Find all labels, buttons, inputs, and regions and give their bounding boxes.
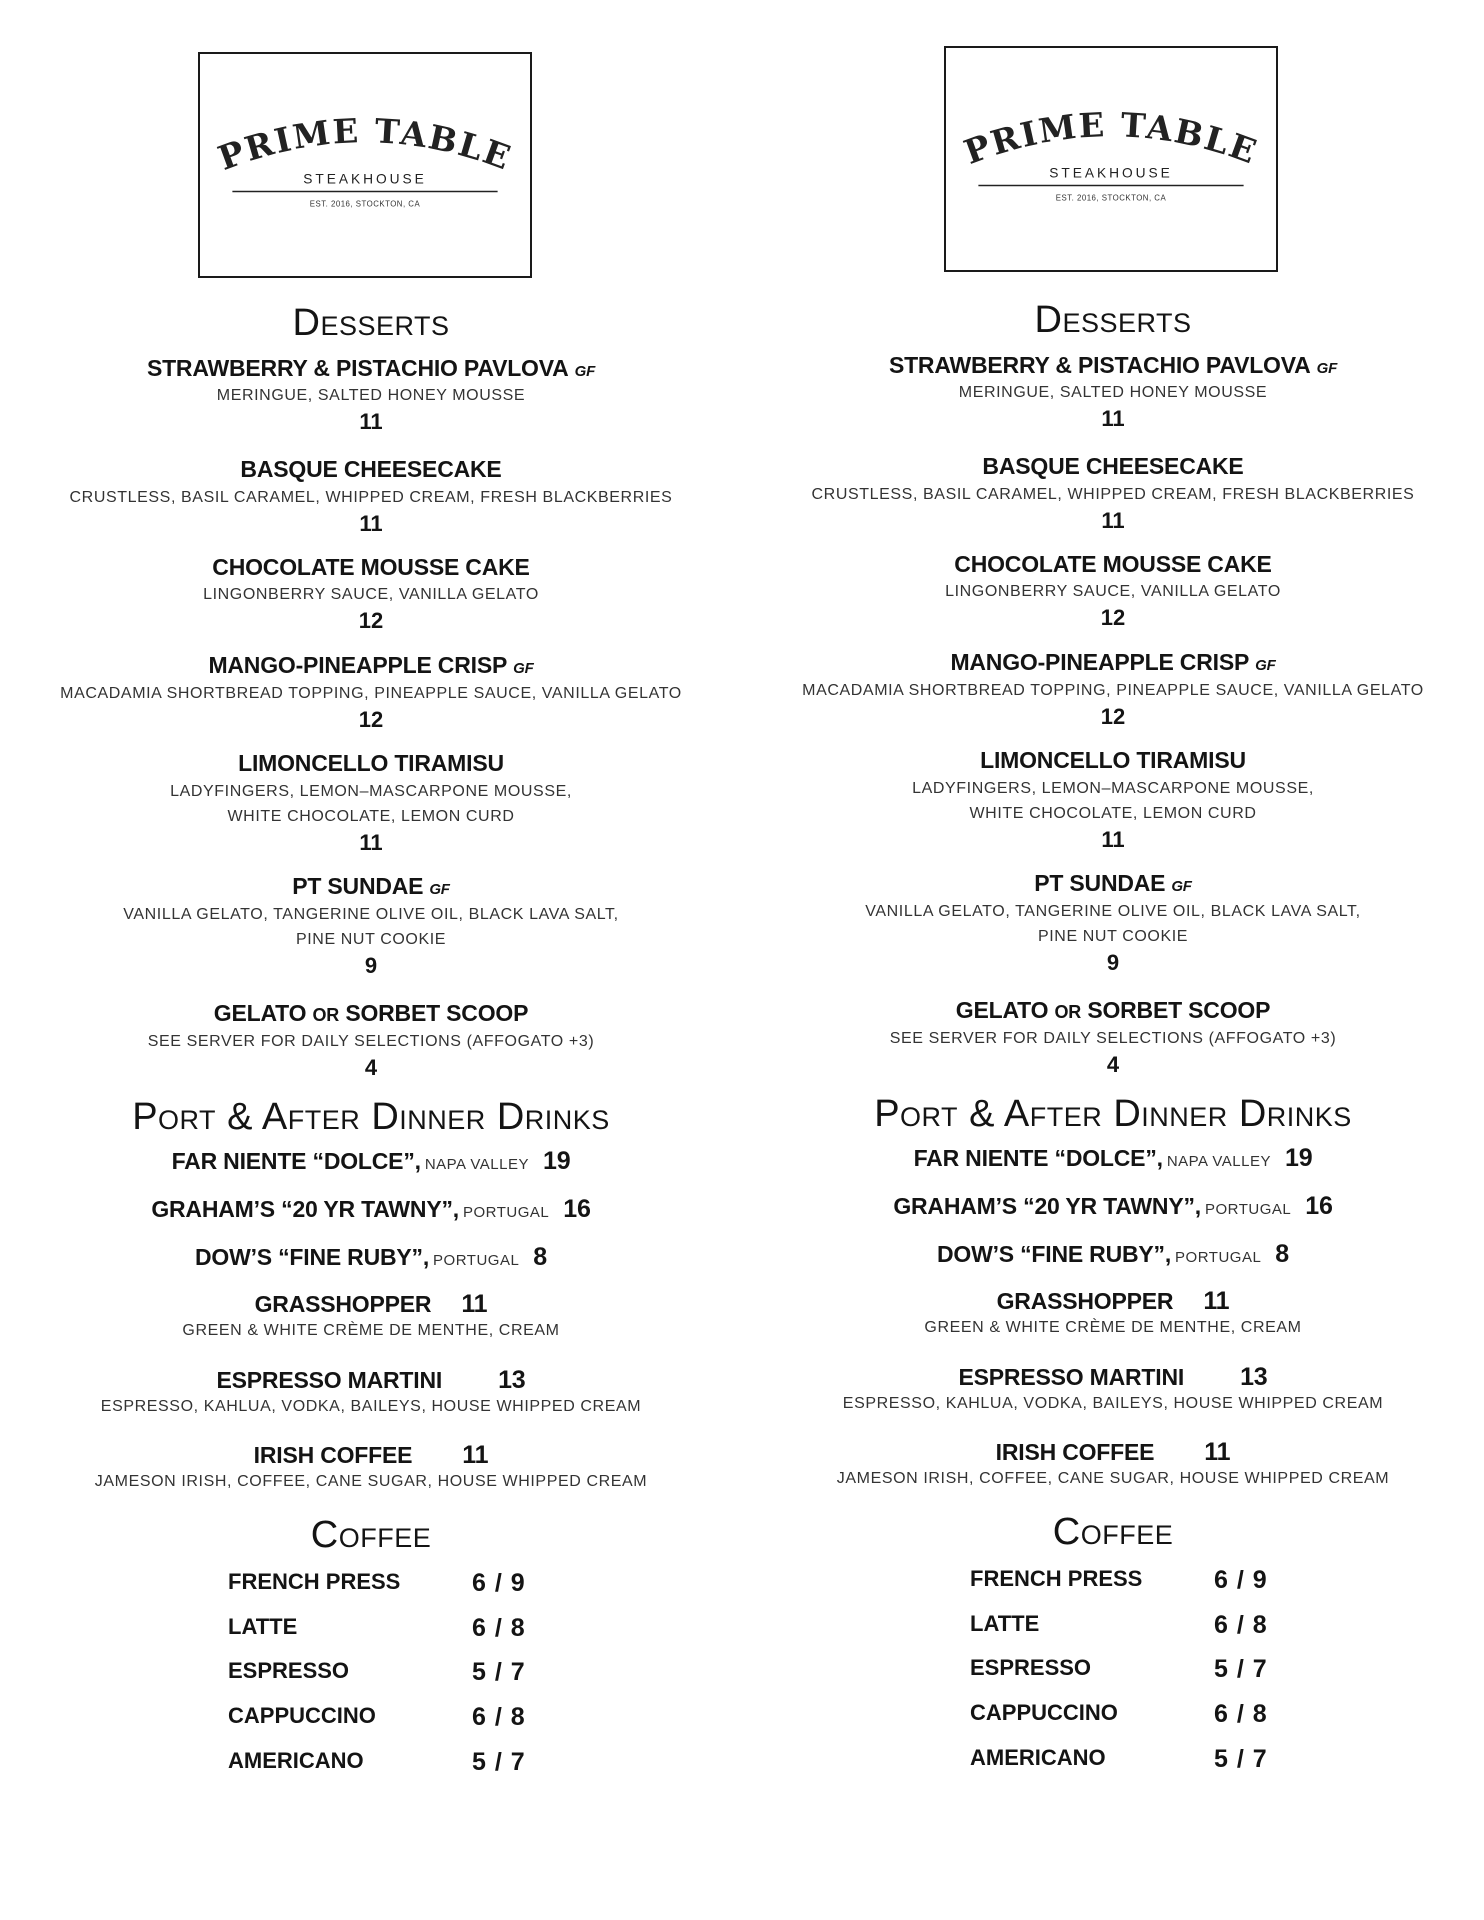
coffee-heading: Coffee: [310, 1514, 432, 1556]
coffee-price: 6 / 8: [1214, 1700, 1268, 1728]
logo-est: EST. 2016, STOCKTON, CA: [1055, 193, 1167, 203]
drink-origin: PORTUGAL: [1175, 1249, 1262, 1266]
dessert-name: BASQUE CHEESECAKE: [982, 453, 1244, 479]
coffee-name: ESPRESSO: [970, 1655, 1092, 1680]
gluten-free-badge: GF: [1171, 878, 1192, 895]
dessert-desc: PINE NUT COOKIE: [1037, 928, 1189, 945]
drink-price: 16: [1305, 1192, 1333, 1220]
coffee-name: LATTE: [970, 1611, 1040, 1636]
dessert-desc: LADYFINGERS, LEMON–MASCARPONE MOUSSE,: [170, 783, 572, 800]
dessert-price: 11: [1101, 406, 1125, 431]
dessert-name: CHOCOLATE MOUSSE CAKE: [212, 554, 530, 580]
dessert-name: LIMONCELLO TIRAMISU: [980, 747, 1246, 773]
dessert-price: 11: [359, 830, 383, 855]
dessert-price: 12: [1100, 704, 1126, 729]
drink-name: IRISH COFFEE 11: [995, 1438, 1231, 1466]
drink-price: 11: [1204, 1438, 1231, 1466]
coffee-name: AMERICANO: [970, 1745, 1106, 1770]
gluten-free-badge: GF: [1316, 360, 1338, 377]
dessert-desc: MACADAMIA SHORTBREAD TOPPING, PINEAPPLE SAUCE, VANILLA GELATO: [60, 685, 682, 702]
coffee-name: CAPPUCCINO: [228, 1703, 376, 1728]
coffee-name: FRENCH PRESS: [970, 1566, 1143, 1591]
drink-origin: NAPA VALLEY: [1166, 1153, 1271, 1170]
dessert-name: BASQUE CHEESECAKE: [240, 456, 502, 482]
logo: [944, 46, 1278, 272]
dessert-name: LIMONCELLO TIRAMISU: [238, 750, 504, 776]
dessert-desc: WHITE CHOCOLATE, LEMON CURD: [969, 805, 1257, 822]
coffee-name: CAPPUCCINO: [970, 1700, 1118, 1725]
drink-desc: GREEN & WHITE CRÈME DE MENTHE, CREAM: [182, 1322, 560, 1339]
drink-name: FAR NIENTE “DOLCE”, NAPA VALLEY 19: [913, 1144, 1313, 1172]
drink-name: GRAHAM’S “20 YR TAWNY”, PORTUGAL 16: [893, 1192, 1333, 1220]
drink-price: 8: [533, 1243, 548, 1271]
drink-origin: PORTUGAL: [433, 1252, 520, 1269]
drink-price: 11: [1203, 1287, 1230, 1315]
drink-desc: JAMESON IRISH, COFFEE, CANE SUGAR, HOUSE WHIPPED CREAM: [836, 1470, 1390, 1487]
drink-desc: JAMESON IRISH, COFFEE, CANE SUGAR, HOUSE WHIPPED CREAM: [94, 1473, 648, 1490]
coffee-price: 5 / 7: [472, 1748, 526, 1776]
coffee-price: 6 / 9: [1214, 1566, 1268, 1594]
drink-price: 13: [498, 1366, 526, 1394]
logo-wordmark: [959, 105, 1263, 172]
drink-origin: PORTUGAL: [462, 1204, 550, 1221]
dessert-price: 9: [1106, 950, 1120, 975]
gluten-free-badge: GF: [574, 363, 596, 380]
dessert-name: STRAWBERRY & PISTACHIO PAVLOVA GF: [146, 355, 596, 381]
dessert-desc: MERINGUE, SALTED HONEY MOUSSE: [216, 387, 526, 404]
menu-page-right: [742, 0, 1484, 1920]
dessert-price: 11: [359, 409, 383, 434]
dessert-desc: SEE SERVER FOR DAILY SELECTIONS (AFFOGATO +3): [889, 1030, 1337, 1047]
dessert-desc: CRUSTLESS, BASIL CARAMEL, WHIPPED CREAM, FRESH BLACKBERRIES: [811, 486, 1415, 503]
drink-name: IRISH COFFEE 11: [253, 1441, 489, 1469]
desserts-heading: Desserts: [292, 302, 450, 344]
drink-price: 19: [1284, 1144, 1313, 1172]
dessert-price: 12: [358, 608, 384, 633]
dessert-name: GELATO OR SORBET SCOOP: [213, 1000, 529, 1026]
drink-name: DOW’S “FINE RUBY”, PORTUGAL 8: [194, 1243, 548, 1271]
drink-name: FAR NIENTE “DOLCE”, NAPA VALLEY 19: [171, 1147, 571, 1175]
drink-desc: ESPRESSO, KAHLUA, VODKA, BAILEYS, HOUSE WHIPPED CREAM: [842, 1395, 1384, 1412]
coffee-name: AMERICANO: [228, 1748, 364, 1773]
coffee-price: 6 / 9: [472, 1569, 526, 1597]
dessert-price: 9: [364, 953, 378, 978]
logo-sub: STEAKHOUSE: [1049, 165, 1173, 181]
drink-name: ESPRESSO MARTINI 13: [216, 1366, 526, 1394]
dessert-name: PT SUNDAE GF: [1034, 870, 1192, 896]
coffee-name: FRENCH PRESS: [228, 1569, 401, 1594]
dessert-price: 11: [1101, 508, 1125, 533]
coffee-price: 6 / 8: [472, 1703, 526, 1731]
drink-origin: NAPA VALLEY: [424, 1156, 529, 1173]
dessert-desc: WHITE CHOCOLATE, LEMON CURD: [227, 808, 515, 825]
drinks-heading: Port & After Dinner Drinks: [874, 1093, 1352, 1135]
dessert-desc: VANILLA GELATO, TANGERINE OLIVE OIL, BLACK LAVA SALT,: [123, 906, 619, 923]
dessert-price: 4: [1106, 1052, 1120, 1077]
dessert-price: 11: [359, 511, 383, 536]
coffee-price: 6 / 8: [472, 1614, 526, 1642]
dessert-desc: MERINGUE, SALTED HONEY MOUSSE: [958, 384, 1268, 401]
gluten-free-badge: GF: [513, 660, 534, 677]
drink-name: GRASSHOPPER 11: [254, 1290, 488, 1318]
dessert-name: CHOCOLATE MOUSSE CAKE: [954, 551, 1272, 577]
coffee-name: LATTE: [228, 1614, 298, 1639]
coffee-name: ESPRESSO: [228, 1658, 350, 1683]
desserts-heading: Desserts: [1034, 299, 1192, 341]
dessert-desc: MACADAMIA SHORTBREAD TOPPING, PINEAPPLE SAUCE, VANILLA GELATO: [802, 682, 1424, 699]
dessert-desc: LADYFINGERS, LEMON–MASCARPONE MOUSSE,: [912, 780, 1314, 797]
dessert-name: GELATO OR SORBET SCOOP: [955, 997, 1271, 1023]
logo-est: EST. 2016, STOCKTON, CA: [309, 199, 421, 209]
drink-price: 13: [1240, 1363, 1268, 1391]
drinks-heading: Port & After Dinner Drinks: [132, 1096, 610, 1138]
drink-origin: PORTUGAL: [1204, 1201, 1292, 1218]
dessert-price: 4: [364, 1055, 378, 1080]
dessert-desc: LINGONBERRY SAUCE, VANILLA GELATO: [203, 586, 539, 603]
logo-name: PRIME TABLE: [959, 105, 1263, 172]
logo-name: PRIME TABLE: [213, 111, 517, 178]
drink-price: 8: [1275, 1240, 1290, 1268]
dessert-name: MANGO-PINEAPPLE CRISP GF: [208, 652, 534, 678]
coffee-price: 5 / 7: [1214, 1745, 1268, 1773]
drink-name: DOW’S “FINE RUBY”, PORTUGAL 8: [936, 1240, 1290, 1268]
dessert-price: 12: [358, 707, 384, 732]
dessert-name: PT SUNDAE GF: [292, 873, 450, 899]
drink-price: 16: [563, 1195, 591, 1223]
coffee-price: 5 / 7: [472, 1658, 526, 1686]
dessert-price: 11: [1101, 827, 1125, 852]
dessert-name: MANGO-PINEAPPLE CRISP GF: [950, 649, 1276, 675]
dessert-name: STRAWBERRY & PISTACHIO PAVLOVA GF: [888, 352, 1338, 378]
drink-name: ESPRESSO MARTINI 13: [958, 1363, 1268, 1391]
drink-name: GRASSHOPPER 11: [996, 1287, 1230, 1315]
logo: [198, 52, 532, 278]
drink-desc: GREEN & WHITE CRÈME DE MENTHE, CREAM: [924, 1319, 1302, 1336]
gluten-free-badge: GF: [1255, 657, 1276, 674]
dessert-desc: LINGONBERRY SAUCE, VANILLA GELATO: [945, 583, 1281, 600]
drink-price: 11: [461, 1290, 488, 1318]
coffee-price: 5 / 7: [1214, 1655, 1268, 1683]
coffee-price: 6 / 8: [1214, 1611, 1268, 1639]
logo-wordmark: [213, 111, 517, 178]
drink-price: 11: [462, 1441, 489, 1469]
dessert-desc: CRUSTLESS, BASIL CARAMEL, WHIPPED CREAM, FRESH BLACKBERRIES: [69, 489, 673, 506]
dessert-desc: SEE SERVER FOR DAILY SELECTIONS (AFFOGATO +3): [147, 1033, 595, 1050]
drink-name: GRAHAM’S “20 YR TAWNY”, PORTUGAL 16: [151, 1195, 591, 1223]
dessert-desc: VANILLA GELATO, TANGERINE OLIVE OIL, BLACK LAVA SALT,: [865, 903, 1361, 920]
dessert-price: 12: [1100, 605, 1126, 630]
logo-sub: STEAKHOUSE: [303, 171, 427, 187]
drink-desc: ESPRESSO, KAHLUA, VODKA, BAILEYS, HOUSE WHIPPED CREAM: [100, 1398, 642, 1415]
coffee-heading: Coffee: [1052, 1511, 1174, 1553]
drink-price: 19: [542, 1147, 571, 1175]
dessert-desc: PINE NUT COOKIE: [295, 931, 447, 948]
gluten-free-badge: GF: [429, 881, 450, 898]
